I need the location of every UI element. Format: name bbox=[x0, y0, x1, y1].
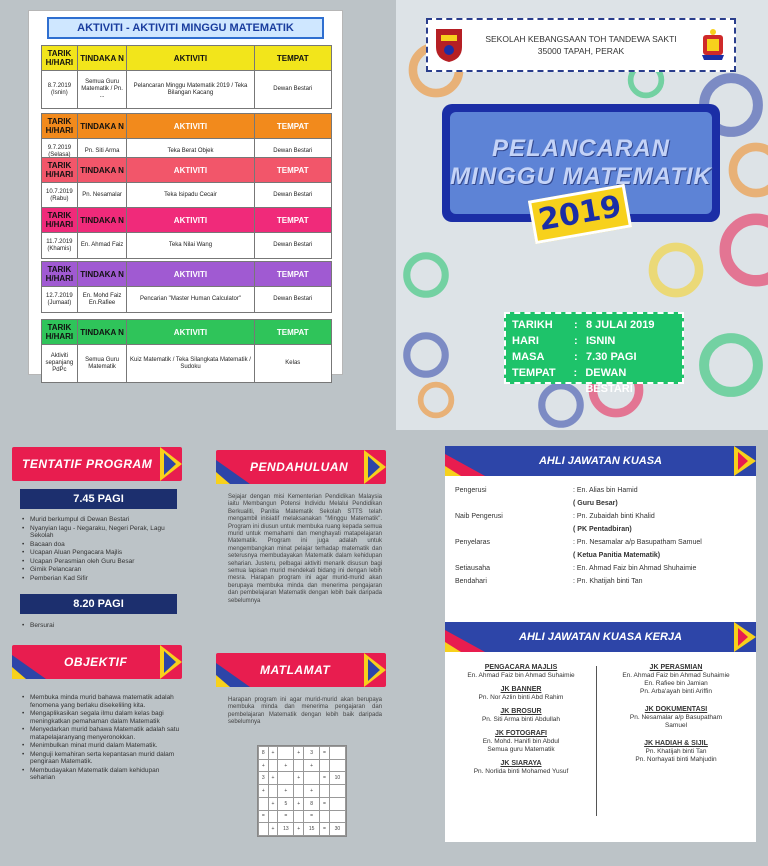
national-crest-icon bbox=[698, 27, 728, 63]
schedule-cell-tempat: Kelas bbox=[285, 360, 301, 366]
puzzle-cell: 15 bbox=[304, 823, 320, 836]
schedule-cell-tindakan: Pn. Nesamalar bbox=[78, 183, 128, 208]
ajk-kerja-heading: JK HADIAH & SIJIL bbox=[644, 740, 708, 747]
banner-triangle-icon bbox=[160, 447, 182, 481]
ajk-kerja-member: Pn. Nor Azlin binti Abd Rahim bbox=[478, 694, 564, 701]
banner-triangle-icon bbox=[734, 622, 756, 652]
decor-digit-shape bbox=[536, 380, 586, 430]
schedule-header-cell: AKTIVITI bbox=[127, 158, 254, 182]
puzzle-cell: + bbox=[268, 772, 278, 785]
schedule-cell-date: 9.7.2019 (Selasa) bbox=[42, 139, 78, 164]
time-bar-1: 7.45 PAGI bbox=[20, 489, 177, 509]
ajk-kerja-title: AHLI JAWATAN KUASA KERJA bbox=[519, 631, 682, 643]
tentatif-section bbox=[12, 447, 182, 481]
banner-triangle-icon bbox=[160, 645, 182, 679]
schedule-header-cell: TINDAKA N bbox=[78, 158, 128, 182]
puzzle-cell bbox=[268, 810, 278, 823]
event-info-key: HARI bbox=[512, 335, 539, 347]
pendahuluan-banner bbox=[216, 450, 386, 484]
math-puzzle-grid bbox=[257, 745, 347, 837]
decor-digit-shape bbox=[696, 330, 766, 400]
puzzle-cell bbox=[320, 810, 330, 823]
schedule-row bbox=[42, 70, 331, 108]
ajk-name: : En. Alias bin Hamid bbox=[573, 487, 638, 494]
schedule-cell-date: Aktiviti sepanjang PdPc bbox=[42, 345, 78, 382]
schedule-cell-date: 11.7.2019 (Khamis) bbox=[42, 233, 78, 258]
schedule-cell-date: 12.7.2019 (Jumaat) bbox=[42, 287, 78, 312]
ajk-role-spacer bbox=[455, 523, 573, 536]
puzzle-cell bbox=[294, 810, 304, 823]
puzzle-cell: + bbox=[304, 759, 320, 772]
schedule-cell-date: 10.7.2019 (Rabu) bbox=[42, 183, 78, 208]
decor-digit-shape bbox=[716, 210, 768, 290]
ajk-kerja-heading: JK PERASMIAN bbox=[649, 664, 703, 671]
ajk-kerja-heading: JK DOKUMENTASI bbox=[644, 706, 708, 713]
ajk-role: Bendahari bbox=[455, 578, 487, 585]
ajk-position: ( PK Pentadbiran) bbox=[573, 526, 632, 533]
puzzle-cell: 10 bbox=[329, 772, 345, 785]
decor-digit-shape bbox=[401, 330, 451, 380]
event-info-value: DEWAN BESTARI bbox=[585, 367, 633, 395]
list-item: • Murid berkumpul di Dewan Bestari bbox=[20, 516, 180, 524]
schedule-header-cell: TEMPAT bbox=[276, 165, 309, 175]
schedule-header-cell: TARIK H/HARI bbox=[42, 262, 78, 286]
ajk-title: AHLI JAWATAN KUASA bbox=[538, 455, 663, 467]
list-item: • Menimbulkan minat murid dalam Matematik. bbox=[20, 742, 180, 750]
schedule-cell-tindakan: En. Ahmad Faiz bbox=[78, 233, 128, 258]
list-item: • Ucapan Aluan Pengacara Majlis bbox=[20, 549, 180, 557]
puzzle-cell: = bbox=[320, 772, 330, 785]
list-item: • Menyedarkan murid bahawa Matematik adalah satu matapelajaranyang menyeronokkan. bbox=[20, 726, 180, 741]
puzzle-cell: + bbox=[278, 759, 294, 772]
event-info-separator: : bbox=[574, 351, 578, 363]
schedule-header-cell: AKTIVITI bbox=[127, 46, 254, 70]
ajk-kerja-member: Pn. Siti Arma binti Abdullah bbox=[481, 716, 561, 723]
event-info-separator: : bbox=[574, 335, 578, 347]
tentatif-title: TENTATIF PROGRAM bbox=[22, 457, 153, 471]
ajk-row bbox=[455, 510, 746, 523]
pendahuluan-section bbox=[216, 450, 386, 484]
ajk-kerja-member: En. Ahmad Faiz bin Ahmad Suhaimie bbox=[467, 672, 575, 679]
puzzle-cell bbox=[329, 759, 345, 772]
schedule-header-cell: TEMPAT bbox=[276, 53, 309, 63]
schedule-day-block bbox=[41, 319, 332, 383]
school-crest-icon bbox=[434, 27, 464, 63]
schedule-cell-tindakan: Pn. Siti Arma bbox=[78, 139, 128, 164]
list-item: • Gimik Pelancaran bbox=[20, 566, 180, 574]
ajk-kerja-right bbox=[601, 660, 751, 774]
schedule-title: AKTIVITI - AKTIVITI MINGGU MATEMATIK bbox=[47, 17, 324, 39]
event-info-key: TARIKH bbox=[512, 319, 553, 331]
ajk-kerja-member: Pn. Nesamalar a/p Basupatham bbox=[629, 714, 723, 721]
puzzle-cell: + bbox=[268, 797, 278, 810]
schedule-cell-tempat: Dewan Bestari bbox=[273, 192, 313, 198]
schedule-header-cell: TARIK H/HARI bbox=[42, 114, 78, 138]
puzzle-cell: + bbox=[294, 797, 304, 810]
schedule-header-cell: TARIK H/HARI bbox=[42, 208, 78, 232]
ajk-role: Naib Pengerusi bbox=[455, 513, 503, 520]
ajk-kerja-heading: PENGACARA MAJLIS bbox=[484, 664, 558, 671]
decor-digit-shape bbox=[646, 240, 706, 300]
ajk-role-spacer bbox=[455, 549, 573, 562]
puzzle-cell: + bbox=[304, 785, 320, 798]
schedule-header-cell: TINDAKA N bbox=[78, 114, 128, 138]
ajk-row bbox=[455, 536, 746, 549]
event-info-value: 8 JULAI 2019 bbox=[586, 319, 655, 331]
ajk-kerja-member: En. Mohd. Hanifi bin Abdul bbox=[482, 738, 560, 745]
schedule-header-row bbox=[42, 320, 331, 344]
schedule-header-cell: AKTIVITI bbox=[127, 320, 254, 344]
list-item: • Bersurai bbox=[20, 622, 180, 630]
puzzle-cell: = bbox=[304, 810, 320, 823]
schedule-day-block bbox=[41, 261, 332, 313]
schedule-cell-tindakan: En. Mohd Faiz En.Rafiee bbox=[78, 287, 128, 312]
schedule-cell-aktiviti: Teka Nilai Wang bbox=[127, 233, 254, 258]
event-info-row bbox=[512, 317, 676, 333]
pendahuluan-text: Sejajar dengan misi Kementerian Pendidikan Malaysia iaitu Membangun Potensi Individu Melalui Pendidikan Berkualiti, Panitia Matematik Sekolah STTS telah mengambil inisiatif melaksanakan "Minggu Matematik". Program ini diusun untuk membuka ruang kepada semua murid untuk memahami dan menghayati matapelajaran Matematik. Program ini juga adalah untuk mengembangkan minat pelajar terhadap matematik dan seterusnya membudayakan Matematik dalam kehidupan seharian. Justeru, pelbagai aktiviti menarik disusun bagi semua lapisan murid mendekati bidang ini dengan lebih mesra. Harapan program ini agar murid-murid akan berupaya membuka minda dan menerima pengajaran dan pembelajaran Matematik dengan lebih baik daripada sebelumnya bbox=[228, 494, 382, 604]
schedule-cell-tempat: Dewan Bestari bbox=[273, 242, 313, 248]
puzzle-cell bbox=[259, 797, 269, 810]
ajk-kerja-group bbox=[449, 708, 593, 724]
puzzle-cell bbox=[278, 747, 294, 760]
ajk-kerja-group bbox=[449, 664, 593, 680]
banner-triangle-icon bbox=[734, 446, 756, 476]
schedule-header-row bbox=[42, 262, 331, 286]
school-header bbox=[426, 18, 736, 72]
puzzle-cell bbox=[329, 747, 345, 760]
puzzle-cell: = bbox=[320, 747, 330, 760]
schedule-panel bbox=[28, 10, 343, 375]
schedule-header-cell: TARIK H/HARI bbox=[42, 46, 78, 70]
puzzle-cell bbox=[320, 785, 330, 798]
schedule-row bbox=[42, 182, 331, 208]
ajk-role-spacer bbox=[455, 497, 573, 510]
schedule-header-row bbox=[42, 46, 331, 70]
list-item: • Menguji kemahiran serta kepantasan murid dalam pengiraan Matematik. bbox=[20, 751, 180, 766]
decor-digit-shape bbox=[726, 140, 768, 200]
schedule-header-cell: TINDAKA N bbox=[78, 320, 128, 344]
decor-digit-shape bbox=[401, 250, 451, 300]
banner-triangle-icon bbox=[364, 450, 386, 484]
objektif-section bbox=[12, 645, 182, 679]
puzzle-cell: 8 bbox=[304, 797, 320, 810]
ajk-kerja-heading: JK BROSUR bbox=[500, 708, 542, 715]
ajk-kerja-member: En. Ahmad Faiz bin Ahmad Suhaimie bbox=[622, 672, 730, 679]
schedule-header-cell: TEMPAT bbox=[276, 269, 309, 279]
puzzle-cell: + bbox=[268, 747, 278, 760]
schedule-header-row bbox=[42, 208, 331, 232]
ajk-banner bbox=[445, 446, 756, 476]
schedule-day-block bbox=[41, 157, 332, 209]
schedule-header-cell: TEMPAT bbox=[276, 215, 309, 225]
banner-stripe-icon bbox=[12, 645, 46, 679]
event-info-box bbox=[504, 312, 684, 395]
event-info-row bbox=[512, 349, 676, 365]
schedule-cell-tempat: Dewan Bestari bbox=[273, 148, 313, 154]
ajk-kerja-heading: JK BANNER bbox=[500, 686, 542, 693]
puzzle-cell bbox=[268, 785, 278, 798]
schedule-header-cell: AKTIVITI bbox=[127, 262, 254, 286]
event-info-value: ISNIN bbox=[586, 335, 616, 347]
ajk-kerja-member: Pn. Norhayati binti Mahjudin bbox=[635, 756, 717, 763]
ajk-role: Setiausaha bbox=[455, 565, 491, 572]
ajk-name: : Pn. Zubaidah binti Khalid bbox=[573, 513, 655, 520]
pendahuluan-title: PENDAHULUAN bbox=[250, 460, 349, 474]
puzzle-cell: 3 bbox=[259, 772, 269, 785]
tentatif-list-1 bbox=[20, 516, 180, 583]
ajk-name: : En. Ahmad Faiz bin Ahmad Shuhaimie bbox=[573, 565, 697, 572]
ajk-name: : Pn. Nesamalar a/p Basupatham Samuel bbox=[573, 539, 702, 546]
puzzle-cell: = bbox=[320, 797, 330, 810]
schedule-header-cell: TARIK H/HARI bbox=[42, 158, 78, 182]
banner-triangle-icon bbox=[364, 653, 386, 687]
objektif-banner bbox=[12, 645, 182, 679]
ajk-row bbox=[455, 484, 746, 497]
event-info-row bbox=[512, 333, 676, 349]
schedule-row bbox=[42, 344, 331, 382]
puzzle-cell: = bbox=[278, 810, 294, 823]
year-badge: 2019 bbox=[528, 184, 632, 244]
ajk-kerja-group bbox=[449, 760, 593, 776]
puzzle-cell: + bbox=[294, 747, 304, 760]
puzzle-cell bbox=[294, 785, 304, 798]
event-info-separator: : bbox=[574, 319, 578, 331]
puzzle-cell bbox=[259, 823, 269, 836]
time-bar-2: 8.20 PAGI bbox=[20, 594, 177, 614]
puzzle-cell: 3 bbox=[304, 747, 320, 760]
tentatif-list-2 bbox=[20, 622, 180, 631]
ajk-kerja-member: Pn. Norlida binti Mohamed Yusuf bbox=[473, 768, 569, 775]
schedule-header-cell: TINDAKA N bbox=[78, 262, 128, 286]
schedule-cell-aktiviti: Pencarian "Master Human Calculator" bbox=[127, 287, 254, 312]
schedule-cell-aktiviti: Kuiz Matematik / Teka Silangkata Matematik / Sudoku bbox=[127, 345, 254, 382]
puzzle-cell: 13 bbox=[278, 823, 294, 836]
ajk-role: Penyelaras bbox=[455, 539, 491, 546]
schedule-header-cell: TEMPAT bbox=[276, 121, 309, 131]
list-item: • Membudayakan Matematik dalam kehidupan seharian bbox=[20, 767, 180, 782]
puzzle-cell bbox=[329, 810, 345, 823]
title-line2: MINGGU MATEMATIK bbox=[450, 163, 712, 190]
schedule-row bbox=[42, 232, 331, 258]
list-item: • Pemberian Kad Sifir bbox=[20, 575, 180, 583]
puzzle-cell bbox=[304, 772, 320, 785]
ajk-kerja-group bbox=[601, 664, 751, 696]
schedule-header-cell: TARIK H/HARI bbox=[42, 320, 78, 344]
puzzle-cell: + bbox=[294, 823, 304, 836]
schedule-cell-tindakan: Semua Guru Matematik bbox=[78, 345, 128, 382]
school-name: SEKOLAH KEBANGSAAN TOH TANDEWA SAKTI bbox=[485, 34, 677, 44]
schedule-day-block bbox=[41, 45, 332, 109]
banner-stripe-icon bbox=[216, 450, 250, 484]
ajk-name: : Pn. Khatijah binti Tan bbox=[573, 578, 643, 585]
schedule-header-row bbox=[42, 114, 331, 138]
objektif-title: OBJEKTIF bbox=[64, 655, 128, 669]
schedule-cell-aktiviti: Teka Berat Objek bbox=[127, 139, 254, 164]
ajk-kerja-left bbox=[449, 660, 593, 782]
event-info-value: 7.30 PAGI bbox=[586, 351, 637, 363]
ajk-role: Pengerusi bbox=[455, 487, 487, 494]
matlamat-text: Harapan program ini agar murid-murid akan berupaya membuka minda dan menerima pengajaran dan pembelajaran Matematik dengan lebih baik daripada sebelumnya bbox=[228, 697, 382, 726]
committee-panel bbox=[445, 446, 756, 842]
puzzle-cell: = bbox=[259, 810, 269, 823]
event-info-key: MASA bbox=[512, 351, 545, 363]
schedule-header-cell: AKTIVITI bbox=[127, 208, 254, 232]
ajk-kerja-group bbox=[601, 706, 751, 730]
list-item: • Ucapan Perasmian oleh Guru Besar bbox=[20, 558, 180, 566]
schedule-cell-date: 8.7.2019 (Isnin) bbox=[42, 71, 78, 108]
puzzle-cell bbox=[320, 759, 330, 772]
decor-digit-shape bbox=[416, 380, 456, 420]
ajk-kerja-banner bbox=[445, 622, 756, 652]
list-item: • Membuka minda murid bahawa matematik adalah fenomena yang berlaku disekeliling kita. bbox=[20, 694, 180, 709]
cover-panel bbox=[396, 0, 768, 430]
matlamat-section bbox=[216, 653, 386, 687]
schedule-day-block bbox=[41, 207, 332, 259]
puzzle-cell bbox=[268, 759, 278, 772]
event-info-separator: : bbox=[573, 367, 578, 379]
ajk-kerja-member: En. Rafiee bin Jamian bbox=[644, 680, 708, 687]
schedule-cell-aktiviti: Teka Isipadu Cecair bbox=[127, 183, 254, 208]
ajk-subrow bbox=[455, 497, 746, 510]
schedule-header-cell: AKTIVITI bbox=[127, 114, 254, 138]
puzzle-cell bbox=[329, 785, 345, 798]
puzzle-cell: + bbox=[259, 759, 269, 772]
matlamat-title: MATLAMAT bbox=[260, 663, 331, 677]
ajk-row bbox=[455, 575, 746, 588]
ajk-kerja-group bbox=[601, 740, 751, 764]
puzzle-cell: = bbox=[320, 823, 330, 836]
schedule-header-row bbox=[42, 158, 331, 182]
list-item: • Nyanyian lagu - Negaraku, Negeri Perak, Lagu Sekolah bbox=[20, 525, 180, 540]
schedule-cell-tempat: Dewan Bestari bbox=[273, 86, 313, 92]
puzzle-cell bbox=[278, 772, 294, 785]
title-line1: PELANCARAN bbox=[492, 135, 670, 162]
ajk-kerja-member: Semua guru Matematik bbox=[487, 746, 555, 753]
schedule-cell-tindakan: Semua Guru Matematik / Pn. ... bbox=[78, 71, 128, 108]
ajk-kerja-group bbox=[449, 730, 593, 754]
list-item: • Mengaplikasikan segala ilmu dalam kelas bagi meningkatkan pemahaman dalam Matematik bbox=[20, 710, 180, 725]
schedule-header-cell: TINDAKA N bbox=[78, 46, 128, 70]
ajk-kerja-heading: JK SIARAYA bbox=[500, 760, 542, 767]
ajk-subrow bbox=[455, 523, 746, 536]
event-info-row bbox=[512, 365, 676, 395]
ajk-kerja-heading: JK FOTOGRAFI bbox=[495, 730, 547, 737]
ajk-kerja-group bbox=[449, 686, 593, 702]
puzzle-cell: + bbox=[278, 785, 294, 798]
matlamat-banner bbox=[216, 653, 386, 687]
puzzle-cell: 5 bbox=[278, 797, 294, 810]
puzzle-cell: 8 bbox=[259, 747, 269, 760]
ajk-row bbox=[455, 562, 746, 575]
ajk-position: ( Ketua Panitia Matematik) bbox=[573, 552, 661, 559]
puzzle-cell bbox=[329, 797, 345, 810]
schedule-header-cell: TINDAKA N bbox=[78, 208, 128, 232]
schedule-row bbox=[42, 286, 331, 312]
puzzle-cell bbox=[294, 759, 304, 772]
column-divider bbox=[596, 666, 597, 816]
objektif-list bbox=[20, 694, 180, 783]
ajk-kerja-member: Pn. Khatijah binti Tan bbox=[645, 748, 707, 755]
ajk-position: ( Guru Besar) bbox=[573, 500, 618, 507]
puzzle-cell: + bbox=[294, 772, 304, 785]
event-info-key: TEMPAT bbox=[512, 367, 556, 379]
ajk-kerja-member: Pn. Arba'ayah binti Ariffin bbox=[640, 688, 712, 695]
ajk-subrow bbox=[455, 549, 746, 562]
school-address: 35000 TAPAH, PERAK bbox=[537, 46, 625, 56]
list-item: • Bacaan doa bbox=[20, 541, 180, 549]
puzzle-cell: + bbox=[259, 785, 269, 798]
ajk-kerja-member: Samuel bbox=[664, 722, 688, 729]
banner-stripe-icon bbox=[216, 653, 250, 687]
schedule-cell-aktiviti: Pelancaran Minggu Matematik 2019 / Teka Bilangan Kacang bbox=[127, 71, 254, 108]
tentatif-banner bbox=[12, 447, 182, 481]
puzzle-cell: 30 bbox=[329, 823, 345, 836]
schedule-cell-tempat: Dewan Bestari bbox=[273, 296, 313, 302]
ajk-list bbox=[445, 476, 756, 588]
puzzle-cell: + bbox=[268, 823, 278, 836]
schedule-header-cell: TEMPAT bbox=[276, 327, 309, 337]
